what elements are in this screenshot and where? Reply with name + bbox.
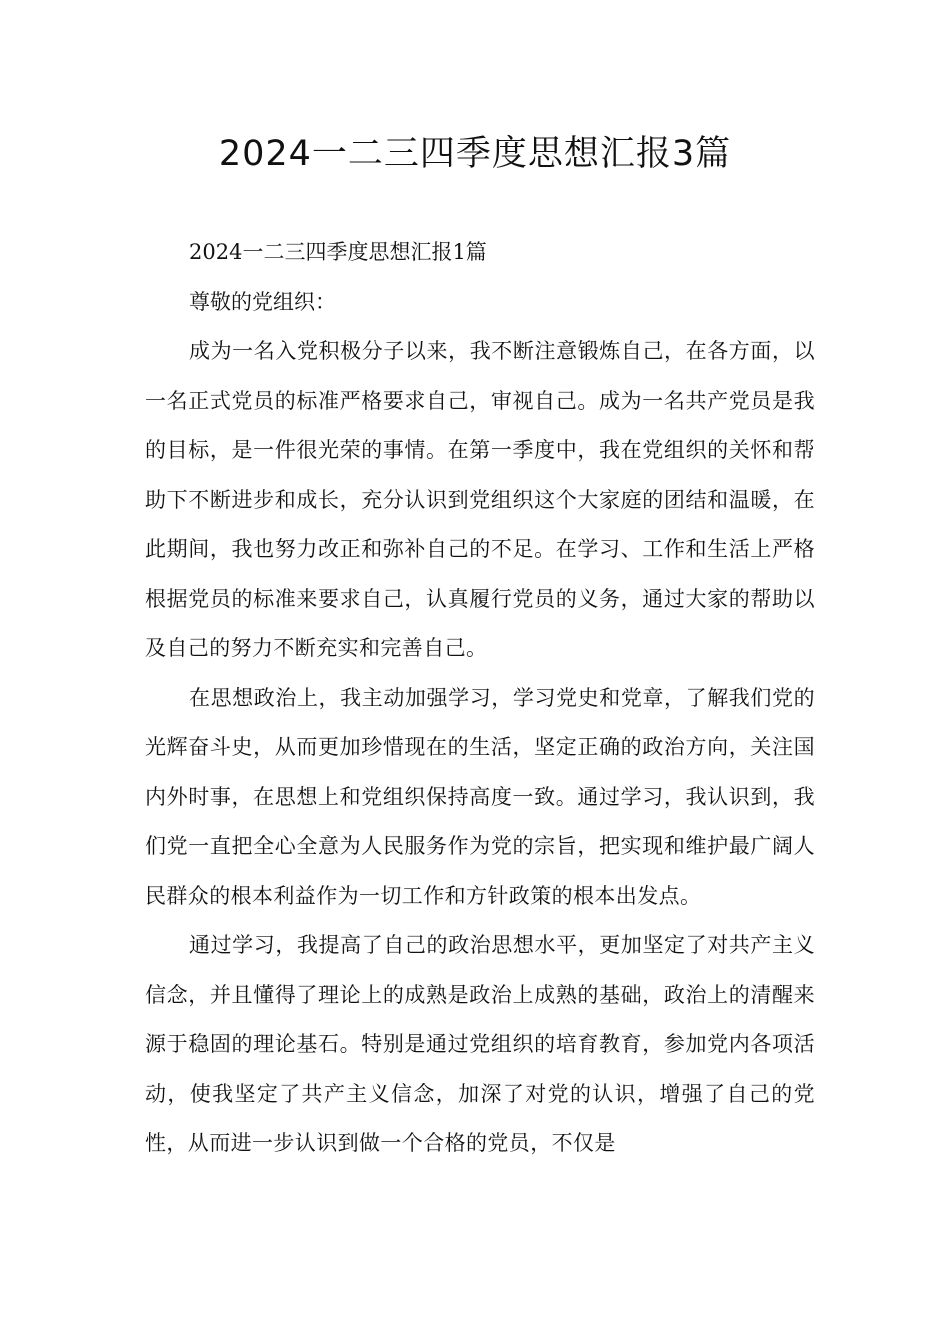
paragraph-1: 成为一名入党积极分子以来，我不断注意锻炼自己，在各方面，以一名正式党员的标准严格要求自己，审视自己。成为一名共产党员是我的目标，是一件很光荣的事情。在第一季度中，我在党组织的关怀和帮助下不断进步和成长，充分认识到党组织这个大家庭的团结和温暖，在此期间，我也努力改正和弥补自己的不足。在学习、工作和生活上严格根据党员的标准来要求自己，认真履行党员的义务，通过大家的帮助以及自己的努力不断充实和完善自己。 <box>145 339 815 660</box>
paragraph-2: 在思想政治上，我主动加强学习，学习党史和党章，了解我们党的光辉奋斗史，从而更加珍惜现在的生活，坚定正确的政治方向，关注国内外时事，在思想上和党组织保持高度一致。通过学习，我认识到，我们党一直把全心全意为人民服务作为党的宗旨，把实现和维护最广阔人民群众的根本利益作为一切工作和方针政策的根本出发点。 <box>145 685 815 908</box>
document-title: 2024一二三四季度思想汇报3篇 <box>218 134 732 174</box>
document-body <box>145 228 815 1169</box>
section-subtitle: 2024一二三四季度思想汇报1篇 <box>189 240 487 264</box>
paragraph-3: 通过学习，我提高了自己的政治思想水平，更加坚定了对共产主义信念，并且懂得了理论上的成熟是政治上成熟的基础，政治上的清醒来源于稳固的理论基石。特别是通过党组织的培育教育，参加党内各项活动，使我坚定了共产主义信念，加深了对党的认识，增强了自己的党性，从而进一步认识到做一个合格的党员，不仅是 <box>145 933 815 1155</box>
salutation: 尊敬的党组织： <box>189 289 336 314</box>
